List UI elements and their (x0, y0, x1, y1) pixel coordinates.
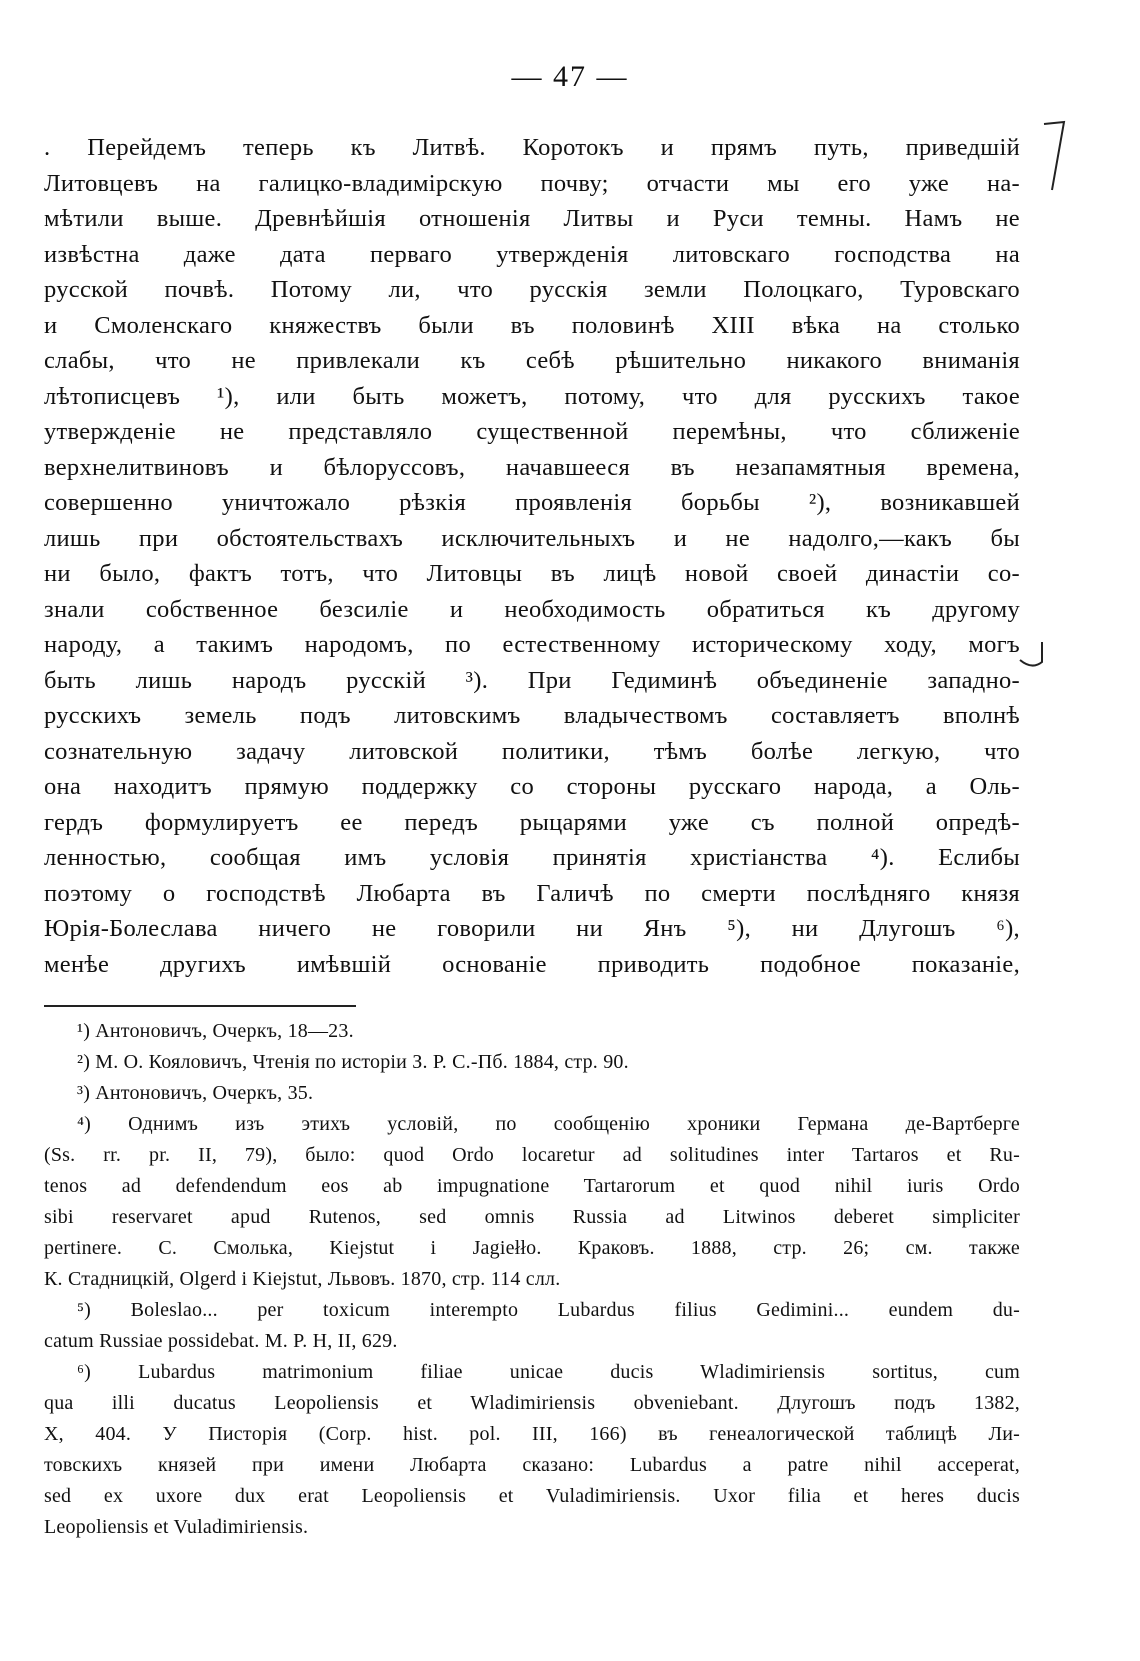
footnote-line: ²) М. О. Кояловичъ, Чтенія по исторіи З. Р. С.-Пб. 1884, стр. 90. (77, 1051, 629, 1073)
body-line: ни было, фактъ тотъ, что Литовцы въ лицѣ новой своей династіи со- (44, 560, 1020, 587)
body-line: и Смоленскаго княжествъ были въ половинѣ XIII вѣка на столько (44, 311, 1020, 339)
body-line: сознательную задачу литовской политики, тѣмъ болѣе легкую, что (44, 737, 1020, 765)
footnote-line: qua illi ducatus Leopoliensis et Wladimiriensis obveniebant. Длугошъ подъ 1382, (44, 1392, 1020, 1414)
page-number: — 47 — (511, 60, 629, 93)
body-line: ленностью, сообщая имъ условія принятія христіанства ⁴). Еслибы (44, 844, 1020, 871)
body-line: совершенно уничтожало рѣзкія проявленія борьбы ²), возникавшей (44, 489, 1020, 516)
body-line: лѣтописцевъ ¹), или быть можетъ, потому, что для русскихъ такое (44, 382, 1020, 410)
body-line: лишь при обстоятельствахъ исключительныхъ и не надолго,—какъ бы (44, 524, 1020, 552)
footnote-line: X, 404. У Пистopія (Corp. hist. pol. III, 166) въ генеалогической таблицѣ Ли- (44, 1423, 1020, 1445)
footnote-line: pertinere. С. Смолька, Kiejstut i Jagiełło. Краковъ. 1888, стр. 26; см. также (44, 1237, 1020, 1259)
margin-bracket-mark (1042, 120, 1066, 200)
body-line: гердъ формулируетъ ее передъ рыцарями уже съ полной опредѣ- (44, 808, 1020, 836)
main-text (44, 130, 1020, 982)
body-line: слабы, что не привлекали къ себѣ рѣшительно никакого вниманія (44, 347, 1020, 374)
body-line: знали собственное безсиліе и необходимость обратиться къ другому (44, 595, 1020, 623)
body-line: русскихъ земель подъ литовскимъ владычествомъ составляетъ вполнѣ (44, 702, 1020, 729)
body-line: извѣстна даже дата перваго утвержденія литовскаго господства на (44, 240, 1020, 268)
footnote-line: (Ss. rr. pr. II, 79), было: quod Ordo locaretur ad solitudines inter Tartaros et Ru- (44, 1144, 1020, 1166)
footnote-line: К. Стадницкій, Olgerd i Kiejstut, Львовъ. 1870, стр. 114 слл. (44, 1268, 561, 1290)
footnote-line: sed ex uxore dux erat Leopoliensis et Vuladimiriensis. Uxor filia et heres ducis (44, 1485, 1020, 1507)
footnote-line: ¹) Антоновичъ, Очеркъ, 18—23. (77, 1020, 354, 1042)
footnote-line: ⁶) Lubardus matrimonium filiae unicae ducis Wladimiriensis sortitus, cum (77, 1361, 1020, 1383)
body-line: народу, а такимъ народомъ, по естественному историческому ходу, могъ (44, 631, 1020, 658)
footnote-line: ³) Антоновичъ, Очеркъ, 35. (77, 1082, 314, 1104)
footnote-divider (44, 1005, 356, 1007)
footnote-line: tenos ad defendendum eos ab impugnatione Tartarorum et quod nihil iuris Ordo (44, 1175, 1020, 1197)
body-line: утвержденіе не представляло существенной перемѣны, что сближеніе (44, 418, 1020, 445)
footnote-line: sibi reservaret apud Rutenos, sed omnis Russia ad Litwinos deberet simpliciter (44, 1206, 1020, 1228)
body-line: Юрія-Болеслава ничего не говорили ни Янъ ⁵), ни Длугошъ ⁶), (44, 915, 1020, 942)
footnote-line: ⁴) Однимъ изъ этихъ условій, по сообщенію хроники Германа де-Вартберге (77, 1113, 1020, 1135)
footnote-line: ⁵) Boleslao... per toxicum interempto Lubardus filius Gedimini... eundem du- (77, 1299, 1020, 1321)
body-line: менѣе другихъ имѣвшій основаніе приводить подобное показаніе, (44, 950, 1020, 978)
footnotes (44, 1016, 1020, 1543)
margin-hook-mark (1018, 640, 1046, 674)
body-line: поэтому о господствѣ Любарта въ Галичѣ по смерти послѣдняго князя (44, 879, 1020, 907)
body-line: быть лишь народъ русскій ³). При Гедиминѣ объединеніе западно- (44, 666, 1020, 694)
body-line: верхнелитвиновъ и бѣлоруссовъ, начавшееся въ незапамятныя времена, (44, 453, 1020, 481)
body-line: она находитъ прямую поддержку со стороны русскаго народа, а Оль- (44, 773, 1020, 800)
body-line: русской почвѣ. Потому ли, что русскія земли Полоцкаго, Туровскаго (44, 276, 1020, 303)
body-line: Литовцевъ на галицко-владимірскую почву; отчасти мы его уже на- (44, 169, 1020, 197)
body-line: мѣтили выше. Древнѣйшія отношенія Литвы и Руси темны. Намъ не (44, 205, 1020, 232)
footnote-line: Leopoliensis et Vuladimiriensis. (44, 1516, 309, 1538)
footnote-line: catum Russiae possidebat. M. P. H, II, 629. (44, 1330, 398, 1352)
footnote-line: товскихъ князей при имени Любарта сказано: Lubardus a patre nihil acceperat, (44, 1454, 1020, 1476)
body-line: . Перейдемъ теперь къ Литвѣ. Коротокъ и прямъ путь, приведшій (44, 134, 1020, 161)
